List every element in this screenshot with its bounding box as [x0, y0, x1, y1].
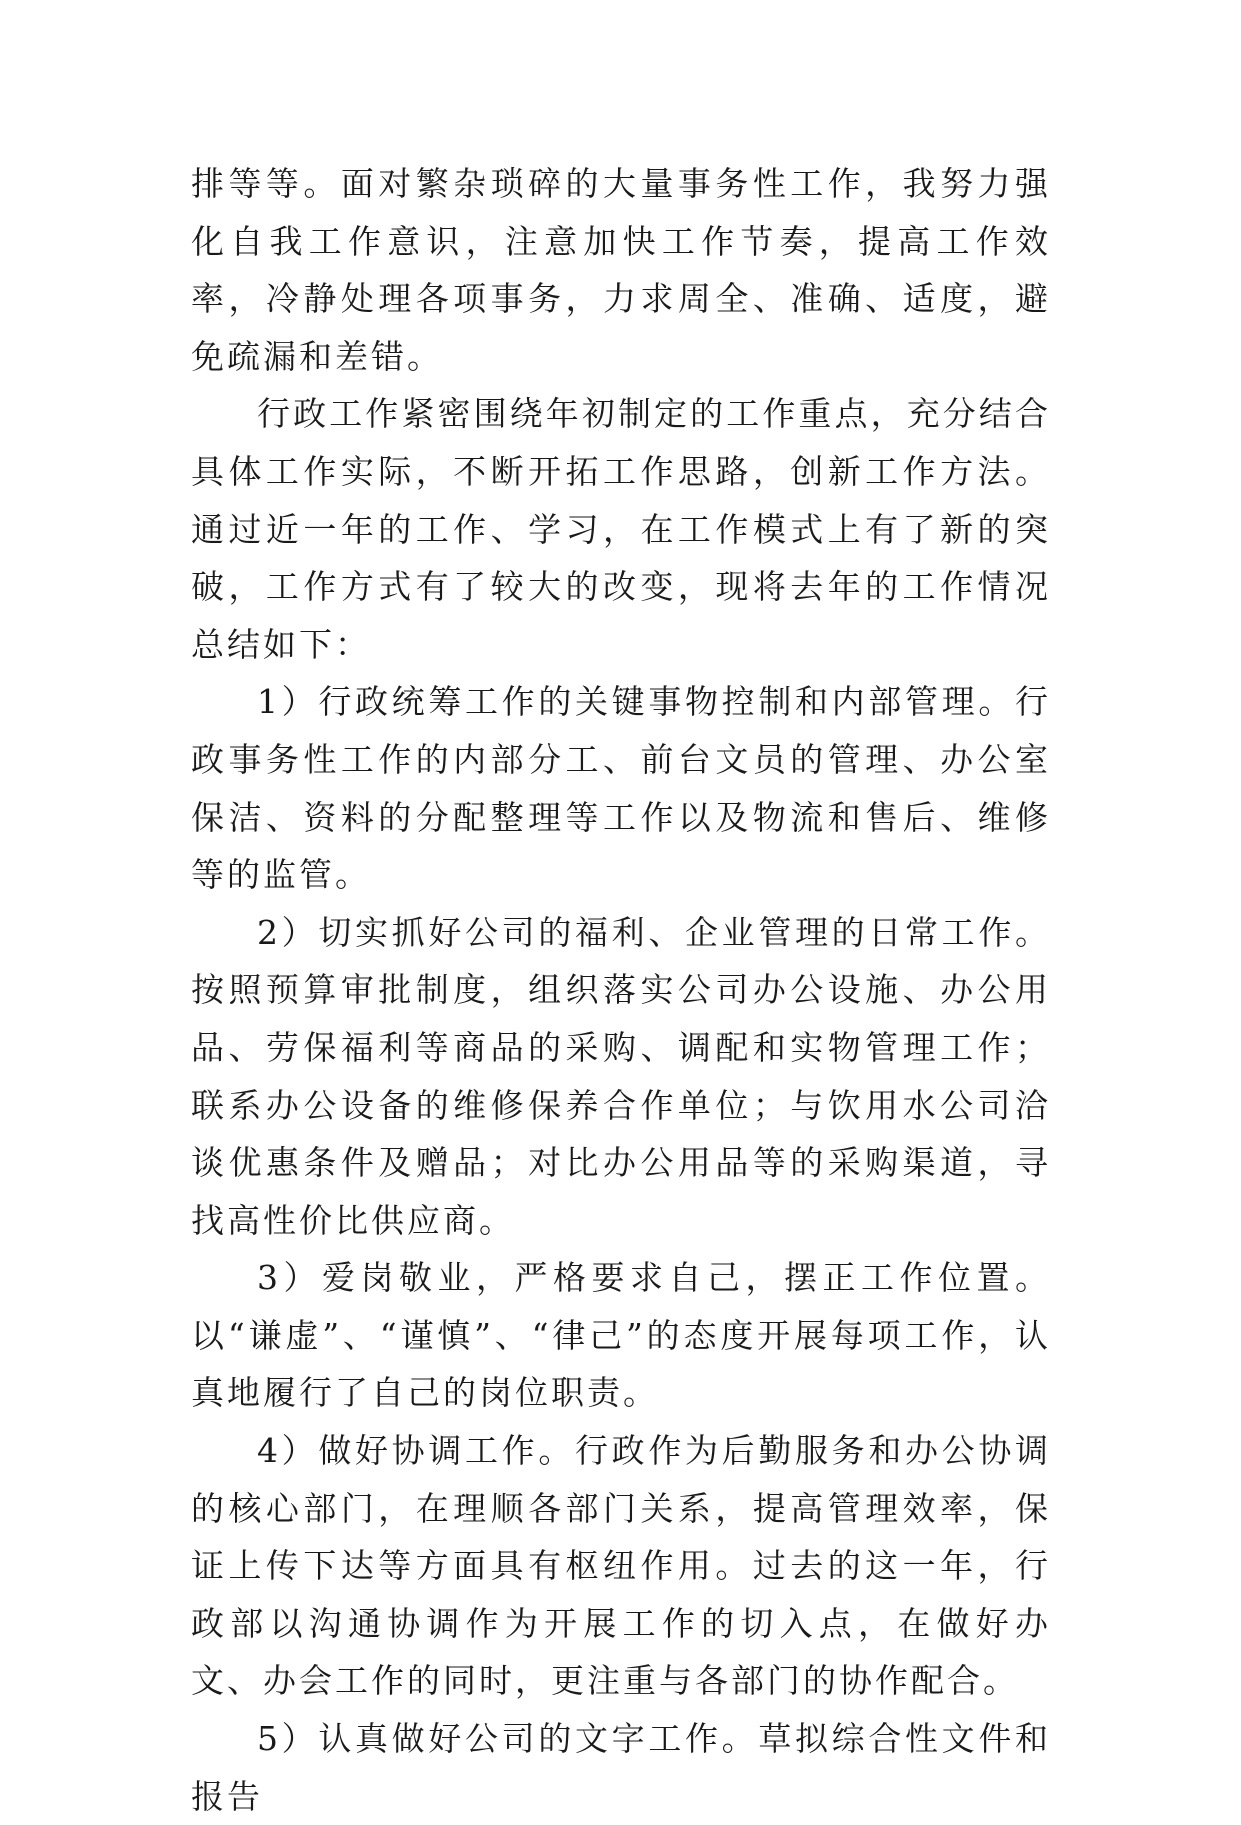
paragraph-intro: 行政工作紧密围绕年初制定的工作重点，充分结合具体工作实际，不断开拓工作思路，创新工作方法。通过近一年的工作、学习，在工作模式上有了新的突破，工作方式有了较大的改变，现将去年的工作情况总结如下：: [191, 394, 1051, 664]
document-body: [191, 155, 1051, 1825]
paragraph-item-2: 2）切实抓好公司的福利、企业管理的日常工作。按照预算审批制度，组织落实公司办公设施、办公用品、劳保福利等商品的采购、调配和实物管理工作；联系办公设备的维修保养合作单位；与饮用水公司洽谈优惠条件及赠品；对比办公用品等的采购渠道，寻找高性价比供应商。: [191, 912, 1051, 1240]
paragraph-item-5: 5）认真做好公司的文字工作。草拟综合性文件和报告: [191, 1719, 1051, 1816]
paragraph-continuation: 排等等。面对繁杂琐碎的大量事务性工作，我努力强化自我工作意识，注意加快工作节奏，提高工作效率，冷静处理各项事务，力求周全、准确、适度，避免疏漏和差错。: [191, 164, 1051, 376]
paragraph-item-3: 3）爱岗敬业，严格要求自己，摆正工作位置。以“谦虚”、“谨慎”、“律己”的态度开展每项工作，认真地履行了自己的岗位职责。: [191, 1258, 1051, 1413]
paragraph-item-4: 4）做好协调工作。行政作为后勤服务和办公协调的核心部门，在理顺各部门关系，提高管理效率，保证上传下达等方面具有枢纽作用。过去的这一年，行政部以沟通协调作为开展工作的切入点，在做好办文、办会工作的同时，更注重与各部门的协作配合。: [191, 1431, 1051, 1701]
paragraph-item-1: 1）行政统筹工作的关键事物控制和内部管理。行政事务性工作的内部分工、前台文员的管理、办公室保洁、资料的分配整理等工作以及物流和售后、维修等的监管。: [191, 682, 1051, 895]
